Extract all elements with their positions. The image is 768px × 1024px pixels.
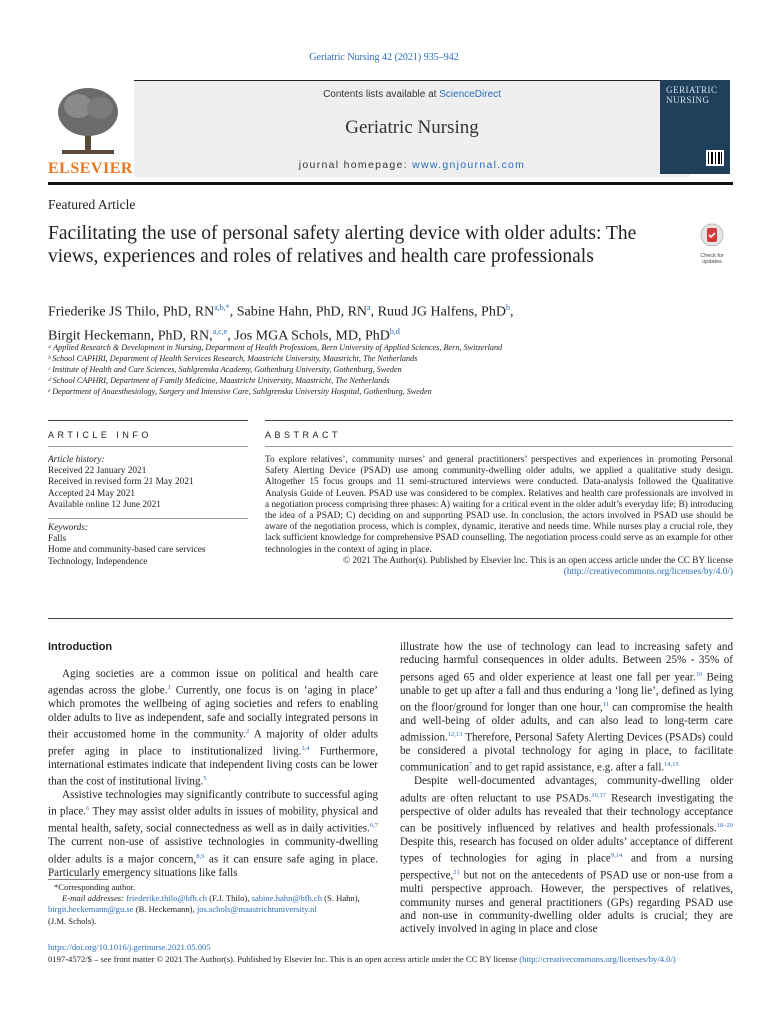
citation-link[interactable]: 1 [167,684,171,692]
email-label: E-mail addresses: [62,893,127,904]
article-type: Featured Article [48,197,136,212]
author-name: Birgit Heckemann, PhD, RN, [48,328,213,344]
author-affil-sup[interactable]: a,c,e [212,326,228,336]
citation-link[interactable]: 6 [86,805,90,813]
citation-link[interactable]: 5 [203,775,207,783]
citation-link[interactable]: 12,13 [447,731,463,739]
abstract-rule [265,446,733,447]
affiliation-item: ᶜ Institute of Health and Care Sciences, Sahlgrenska Academy, Gothenburg University, Gothenburg, Sweden [48,365,402,374]
email-link[interactable]: birgit.heckemann@gu.se [48,904,134,915]
journal-cover-image [660,80,730,174]
keywords-label: Keywords: [48,523,88,534]
citation-link[interactable]: 14,15 [664,761,679,769]
citation-link[interactable]: 8,9 [196,852,205,860]
doi-link[interactable]: https://doi.org/10.1016/j.gerinurse.2021.05.005 [48,942,211,952]
body-left-column [48,668,378,880]
citation-link[interactable]: 3,4 [301,744,310,752]
affiliation-item: ᵃ Applied Research & Development in Nursing, Department of Health Professions, Bern University of Applied Sciences, Bern, Switzerland [48,343,503,352]
history-label: Article history: [48,455,105,465]
journal-homepage [134,159,690,171]
citation-link[interactable]: 18–20 [716,822,733,829]
email-owner: (J.M. Schols). [48,915,97,926]
author-affil-sup[interactable]: b [505,303,510,312]
author-name: Sabine Hahn, PhD, RN [236,304,368,320]
history-item: Available online 12 June 2021 [48,499,161,510]
contents-line [134,89,690,100]
keyword-item: Technology, Independence [48,556,148,567]
author-separator: , [509,304,514,320]
citation-link[interactable]: 7 [469,761,473,769]
email-link[interactable]: sabine.hahn@bfh.ch [251,893,323,904]
citation-link[interactable]: 2 [245,727,250,735]
author-affil-sup[interactable]: a,b,* [214,303,230,312]
author-separator: , [229,304,237,320]
paragraph: Assistive technologies may significantly contribute to successful aging in place.$^6$ They may assist older adults in issues of mobility, physical and mental health, safety, social connectedness as well as in daily activities.$^{6,7}$ The current non-use of assistive technologies in community-dwelling older adults is a major concern,$^{8,9}$ as it can ensure safe aging in place. Particularly emergency situations like falls [48,789,378,879]
citation-link[interactable]: 11 [602,700,609,708]
abstract [265,455,733,578]
keyword-item: Falls [48,534,67,545]
banner-box [134,80,690,177]
abstract-bottom-rule [48,618,733,619]
sciencedirect-link[interactable]: ScienceDirect [439,89,501,100]
footnote-rule [48,879,108,880]
citation-link[interactable]: 16,17 [591,791,607,799]
check-for-updates-icon [694,222,730,248]
email-link[interactable]: jos.schols@maastrichtuniversity.nl [196,904,317,915]
cover-title-line2: NURSING [666,95,710,105]
paragraph: illustrate how the use of technology can lead to increasing safety and reducing harmful consequences in older adults. Between 25% - 35% of persons aged 65 and older experience at least one fall per year.$^{10}$ Being unable to get up after a fall and thus enduring a ‘long lie’, defined as lying on the floor/ground for longer than one hour,$^{11}$ can compromise the health and well-being of older adults, and can also lead to long-term care admission.$^{12,13}$ Therefore, Personal Safety Alerting Devices (PSADs) could be considered a pivotal technology for aging in place, to facilitate communication$^7$ and to get rapid assistance, e.g. after a fall.$^{14,15}$ [400,641,733,775]
abstract-rule-top [265,420,733,421]
citation-link[interactable]: 9,14 [610,852,623,860]
check-for-updates-button[interactable] [694,222,730,265]
email-link[interactable]: friederike.thilo@bfh.ch [126,893,208,904]
keyword-item: Home and community-based care services [48,545,206,556]
homepage-link[interactable]: www.gnjournal.com [412,159,526,171]
issn-line: 0197-4572/$ – see front matter © 2021 The Author(s). Published by Elsevier Inc. This is an open access article under the CC BY license [48,953,520,964]
history-item: Received 22 January 2021 [48,466,147,477]
license-link[interactable]: (http://creativecommons.org/licenses/by/4.0/) [519,953,676,964]
article-info-heading: ARTICLE INFO [48,430,152,440]
citation-link[interactable]: 21 [453,869,460,877]
affiliation-item: ᵇ School CAPHRI, Department of Health Services Research, Maastricht University, Maastricht, The Netherlands [48,354,418,363]
history-item: Accepted 24 May 2021 [48,488,136,499]
footnote: *Corresponding author. E-mail addresses: friederike.thilo@bfh.ch (F.J. Thilo), sabine.hahn@bfh.ch (S. Hahn), birgit.heckemann@gu.se (B. Heckemann), jos.schols@maastrichtuniversity.nl (J.M. Schols). [48,882,388,927]
author-affil-sup[interactable]: b,d [389,326,400,336]
keywords-divider [48,518,248,519]
check-badge-line1: Check for [700,253,724,259]
body-right-column [400,641,733,936]
abstract-heading: ABSTRACT [265,430,342,440]
affiliations [48,342,688,397]
journal-reference[interactable]: Geriatric Nursing 42 (2021) 935–942 [309,52,459,63]
journal-title: Geriatric Nursing [345,117,479,138]
doi-and-license [48,942,733,965]
author-name: Ruud JG Halfens, PhD [377,304,506,320]
article-title: Facilitating the use of personal safety alerting device with older adults: The views, experiences and roles of relatives and health care professionals [48,223,637,267]
author-name: Friederike JS Thilo, PhD, RN [48,304,215,320]
header-divider [48,182,733,185]
article-info-rule-top [48,420,248,421]
contents-prefix: Contents lists available at [323,89,440,100]
cover-title-line1: GERIATRIC [666,85,718,95]
abstract-body: To explore relatives’, community nurses’ and general practitioners’ perspectives and experiences in promoting Personal Safety Alerting Device (PSAD) use among community-dwelling older adults, we applied a qualitative study design. Altogether 15 focus groups and 11 semi-structured interviews were conducted. Data-analysis followed the Qualitative Analysis Guide of Leuven. PSAD use was considered to be complex. Relatives and health care professionals are involved in a negotiation process comprising three phases: A) waiting for a critical event in the older adult’s everyday life; B) introducing the idea of a PSAD; C) deciding on and supporting PSAD use. In conclusion, the actors involved in PSAD use should be aware of the negotiation process, which is complex, dynamic, iterative and needs time. While nurses play a crucial role, they lack sufficient knowledge for comprehensive PSAD counselling. The negotiation process could serve as an example for other technologies in the context of aging in place. [265,455,733,555]
author-separator: , [227,328,235,344]
section-heading-introduction: Introduction [48,641,113,653]
abstract-license-link[interactable]: (http://creativecommons.org/licenses/by/4.0/) [563,567,733,578]
history-item: Received in revised form 21 May 2021 [48,477,194,488]
corresponding-author: *Corresponding author. [54,882,136,892]
abstract-copyright: © 2021 The Author(s). Published by Elsevier Inc. This is an open access article under the CC BY license [342,555,733,566]
author-separator: , [370,304,378,320]
citation-link[interactable]: 10 [695,670,703,678]
citation-link[interactable]: 6,7 [369,822,378,830]
homepage-prefix: journal homepage: [298,159,413,171]
cover-title [666,85,718,105]
author-affil-sup[interactable]: a [367,303,371,312]
affiliation-item: ᵈ School CAPHRI, Department of Family Medicine, Maastricht University, Maastricht, The Netherlands [48,376,390,385]
article-info-rule [48,446,248,447]
paragraph: Despite well-documented advantages, community-dwelling older adults are often reluctant to use PSADs.$^{16,17}$ Research investigating the perspective of older adults has revealed that their technology acceptance can be positively influenced by relatives and health professionals.$^{18-20}$ Despite this, research has focused on older adults’ acceptance of different types of technologies for aging in place$^{9,14}$ and from a nursing perspective,$^{21}$ but not on the antecedents of PSAD use or non-use from a multi perspective approach. However, the perspectives of relatives, community nurses and general practitioners (GPs) regarding PSAD use and non-use in community-dwelling older adults is crucial; they are actively involved in aging in place and close [400,775,733,936]
check-badge-line2: updates [702,259,722,265]
cover-barcode-icon [706,150,724,166]
affiliation-item: ᵉ Department of Anaesthesiology, Surgery and Intensive Care, Sahlgrenska University Hospital, Gothenburg, Sweden [48,387,432,396]
elsevier-wordmark: ELSEVIER [48,160,133,177]
author-name: Jos MGA Schols, MD, PhD [234,328,390,344]
author-list [48,298,688,345]
paragraph: Aging societies are a common issue on political and health care agendas across the globe.$^1$ Currently, one focus is on ‘aging in place’ which promotes the wellbeing of aging societies and refers to enabling older adults to live as independent, safe and socially integrated persons in their accustomed home in the community.$^2$ A majority of older adults prefer aging in place to institutionalized living.$^{3,4}$ Furthermore, international estimates indicate that independent living costs can be lower than the cost of institutional living.$^5$ [48,668,379,788]
article-info [48,455,248,568]
journal-banner [48,80,643,180]
